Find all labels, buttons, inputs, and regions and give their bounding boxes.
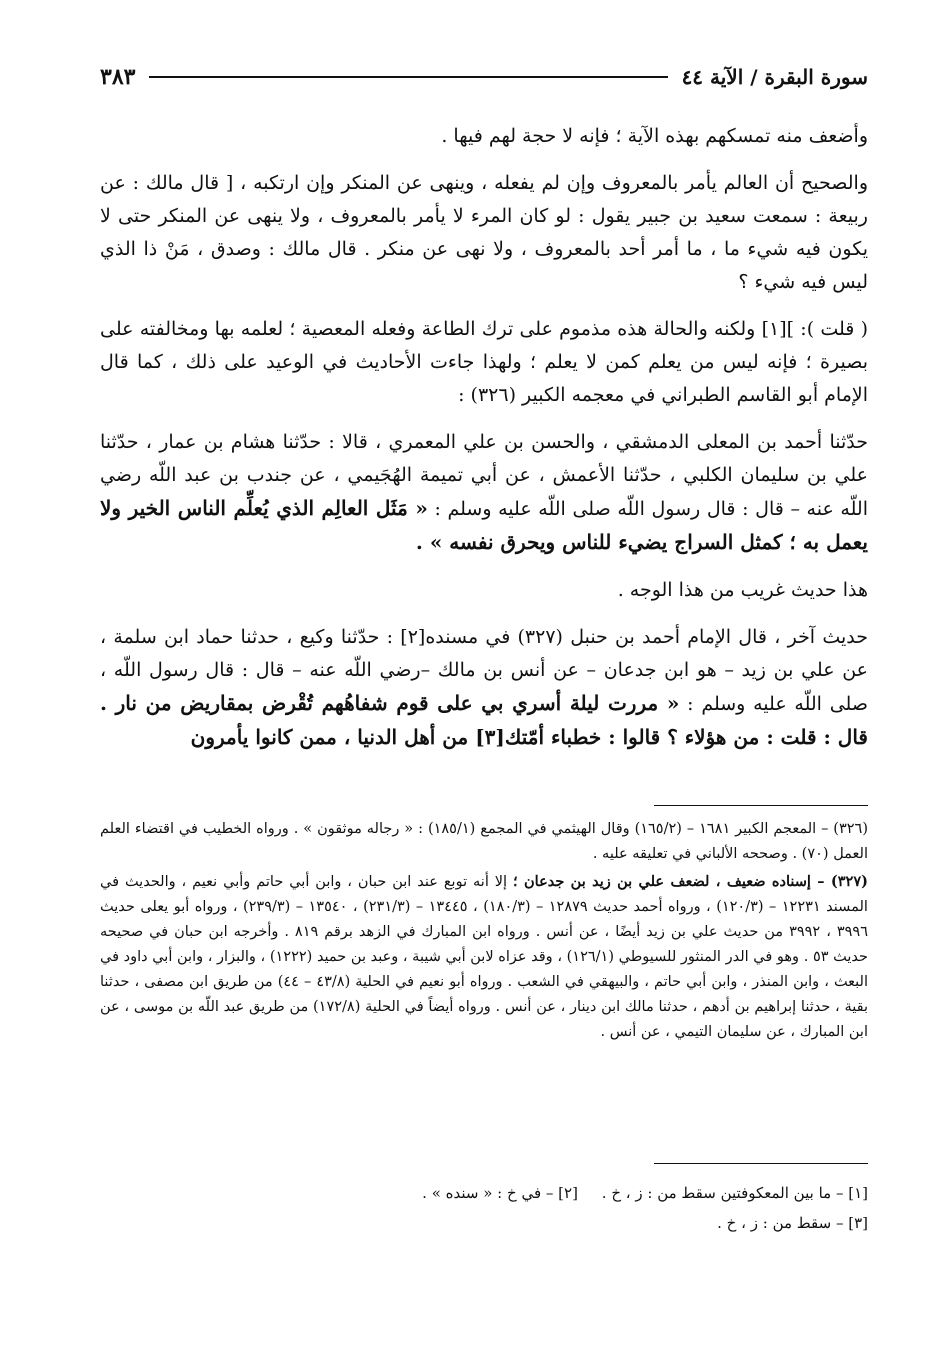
note-3: [٣] – سقط من : ز ، خ . [717, 1214, 868, 1232]
footnote-327 [100, 869, 868, 1045]
note-line-1 [100, 1178, 868, 1208]
hadith-isnad-2: حديث آخر ، قال الإمام أحمد بن حنبل (٣٢٧) في مسنده[٢] : حدّثنا وكيع ، حدثنا حماد ابن سلمة ، عن علي بن زيد – هو ابن جدعان – عن أنس بن مالك –رضي اللّه عنه – قال : قال رسول اللّه ، صلى اللّه عليه وسلم : [100, 626, 868, 715]
main-text [100, 120, 868, 755]
running-title: سورة البقرة / الآية ٤٤ [681, 65, 868, 89]
manuscript-notes [100, 1178, 868, 1238]
page-number: ٣٨٣ [100, 64, 136, 90]
footnote-327-body: إلا أنه توبع عند ابن حبان ، وابن أبي حاتم وأبي نعيم ، والحديث في المسند ١٢٢٣١ – (١٢٠/٣) ، ورواه أحمد حديث ١٢٨٧٩ – (١٨٠/٣) ، ١٣٤٤٥ – (٢٣١/٣) ، ١٣٥٤٠ – (٢٣٩/٣) ، ورواه أبو يعلى حديث ٣٩٩٦ ، ٣٩٩٢ من حديث علي بن زيد أيضًا ، عن أنس . ورواه ابن المبارك في الزهد برقم ٨١٩ . وأخرجه ابن حبان في صحيحه حديث ٥٣ . وهو في الدر المنثور للسيوطي (١٢٦/١) ، وقد عزاه لابن أبي شيبة ، وعبد بن حميد (١٢٢٢) ، والبزار ، وابن أبي داود في البعث ، وابن المنذر ، وابن أبي حاتم ، والبيهقي في الشعب . ورواه أبو نعيم في الحلية (٤٣/٨ – ٤٤) من طريق ابن مصفى ، حدثنا بقية ، حدثنا إبراهيم بن أدهم ، حدثنا مالك ابن دينار ، عن أنس . ورواه أيضاً في الحلية (١٧٢/٨) من طريق عبد اللّه بن موسى ، عن ابن المبارك ، عن سليمان التيمي ، عن أنس . [100, 874, 869, 1040]
footnote-326: (٣٢٦) – المعجم الكبير ١٦٨١ – (١٦٥/٢) وقال الهيثمي في المجمع (١٨٥/١) : « رجاله موثقون » . ورواه الخطيب في اقتضاء العلم العمل (٧٠) . وصححه الألباني في تعليقه عليه . [100, 821, 868, 862]
paragraph-3: ( قلت ): ][١] ولكنه والحالة هذه مذموم على ترك الطاعة وفعله المعصية ؛ لعلمه بها ومخالفته على بصيرة ؛ فإنه ليس من يعلم كمن لا يعلم ؛ ولهذا جاءت الأحاديث في الوعيد على ذلك ، كما قال الإمام أبو القاسم الطبراني في معجمه الكبير (٣٢٦) : [100, 318, 869, 406]
footnote-327-lead: (٣٢٧) – إسناده ضعيف ، لضعف علي بن زيد بن جدعان ؛ [513, 873, 869, 890]
page-header [100, 60, 868, 94]
book-page [100, 60, 869, 1232]
paragraph-4 [100, 426, 868, 560]
paragraph-2: والصحيح أن العالم يأمر بالمعروف وإن لم يفعله ، وينهى عن المنكر وإن ارتكبه ، [ قال مالك : عن ربيعة : سمعت سعيد بن جبير يقول : لو كان المرء لا يأمر بالمعروف ، ولا ينهى عن المنكر حتى لا يكون فيه شيء ما ، ما أمر أحد بالمعروف ، ولا نهى عن منكر . قال مالك : وصدق ، مَنْ ذا الذي ليس فيه شيء ؟ [100, 172, 868, 293]
paragraph-1: وأضعف منه تمسكهم بهذه الآية ؛ فإنه لا حجة لهم فيها . [441, 125, 868, 147]
notes-separator [654, 1163, 868, 1164]
hadith-isnad: حدّثنا أحمد بن المعلى الدمشقي ، والحسن بن علي المعمري ، قالا : حدّثنا هشام بن عمار ، حدّثنا علي بن سليمان الكلبي ، حدّثنا الأعمش ، عن أبي تميمة الهُجَيمي ، عن جندب بن عبد اللّه رضي اللّه عنه – قال : قال رسول اللّه صلى اللّه عليه وسلم : [100, 431, 869, 520]
hadith-matn: « مَثَل العالِم الذي يُعلِّم الناس الخير ولا يعمل به ؛ كمثل السراج يضيء للناس ويحرق نفسه » . [100, 496, 868, 554]
note-1: [١] – ما بين المعكوفتين سقط من : ز ، خ . [601, 1184, 868, 1202]
header-rule [149, 76, 667, 78]
footnote-separator [654, 805, 868, 806]
note-2: [٢] – في خ : « سنده » . [422, 1184, 578, 1202]
paragraph-5: هذا حديث غريب من هذا الوجه . [617, 579, 868, 601]
paragraph-6 [100, 621, 868, 755]
footnotes [100, 817, 868, 1047]
hadith-matn-2: « مررت ليلة أسري بي على قوم شفاهُهم تُقْرض بمقاريض من نار . قال : قلت : من هؤلاء ؟ قالوا : خطباء أمّتك[٣] من أهل الدنيا ، ممن كانوا يأمرون [100, 691, 868, 749]
